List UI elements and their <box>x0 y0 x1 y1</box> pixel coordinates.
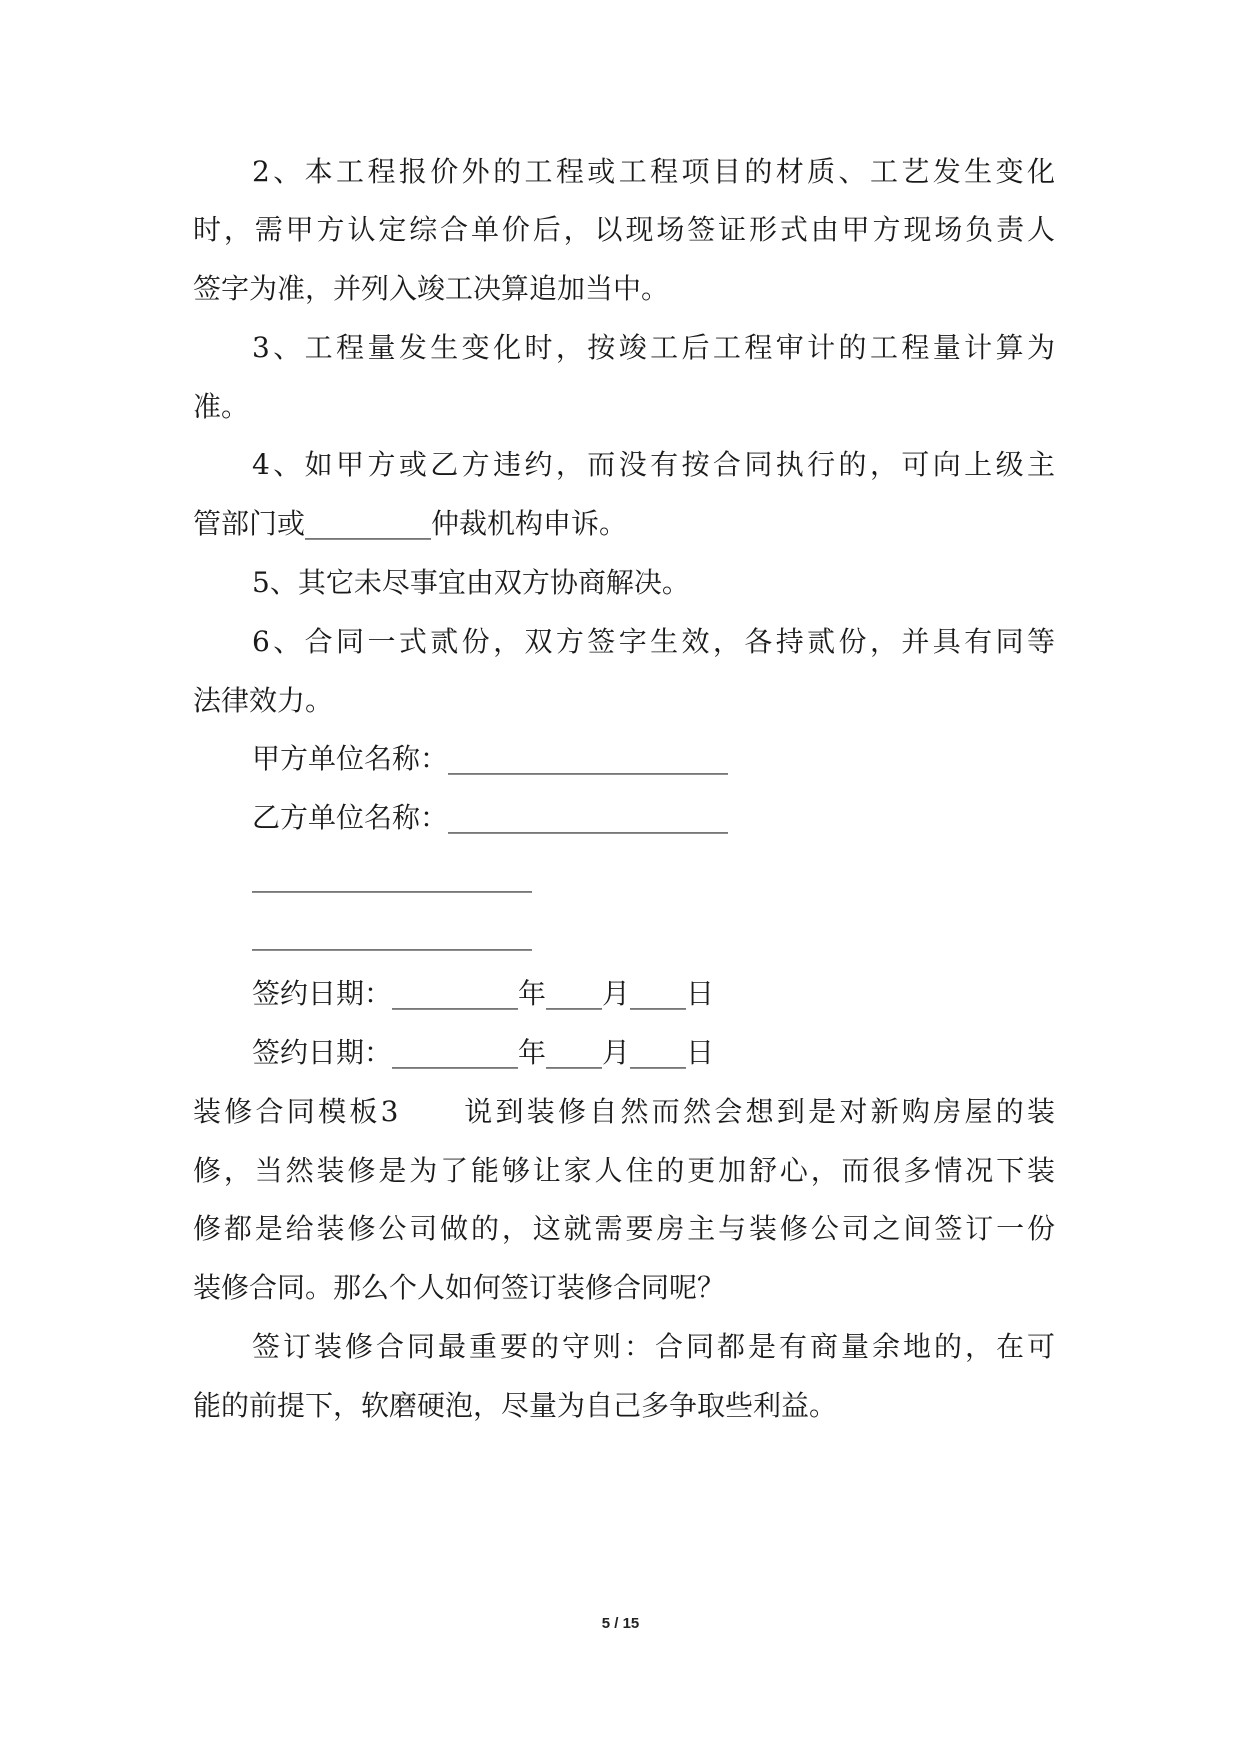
signing-date-1: 签约日期：_________年____月____日 <box>252 977 715 1010</box>
clause-3-line-1: 3、工程量发生变化时，按竣工后工程审计的工程量计算为 <box>252 331 1055 364</box>
principle-line-2: 能的前提下，软磨硬泡，尽量为自己多争取些利益。 <box>193 1389 838 1422</box>
clause-2-line-2: 时，需甲方认定综合单价后，以现场签证形式由甲方现场负责人 <box>193 213 1055 246</box>
clause-2-line-3: 签字为准，并列入竣工决算追加当中。 <box>193 272 670 305</box>
principle-line-1: 签订装修合同最重要的守则：合同都是有商量余地的，在可 <box>252 1330 1055 1363</box>
page-number: 5 / 15 <box>601 1615 640 1632</box>
blank-line-1: ____________________ <box>252 860 532 893</box>
clause-3-line-2: 准。 <box>193 390 250 423</box>
party-b-name-field: 乙方单位名称：____________________ <box>252 801 729 834</box>
clause-2-line-1: 2、本工程报价外的工程或工程项目的材质、工艺发生变化 <box>252 155 1055 188</box>
clause-5-line: 5、其它未尽事宜由双方协商解决。 <box>252 566 690 599</box>
clause-4-line-1: 4、如甲方或乙方违约，而没有按合同执行的，可向上级主 <box>252 448 1055 481</box>
party-a-name-field: 甲方单位名称：____________________ <box>252 742 729 775</box>
signing-date-2: 签约日期：_________年____月____日 <box>252 1036 715 1069</box>
blank-line-2: ____________________ <box>252 918 532 951</box>
clause-6-line-2: 法律效力。 <box>193 684 334 717</box>
template-3-line-4: 装修合同。那么个人如何签订装修合同呢？ <box>193 1271 726 1304</box>
clause-6-line-1: 6、合同一式贰份，双方签字生效，各持贰份，并具有同等 <box>252 625 1055 658</box>
template-3-line-2: 修，当然装修是为了能够让家人住的更加舒心，而很多情况下装 <box>193 1154 1055 1187</box>
template-3-line-3: 修都是给装修公司做的，这就需要房主与装修公司之间签订一份 <box>193 1212 1055 1245</box>
clause-4-line-2: 管部门或_________仲裁机构申诉。 <box>193 507 628 540</box>
template-3-line-1: 装修合同模板3 说到装修自然而然会想到是对新购房屋的装 <box>193 1095 1055 1128</box>
